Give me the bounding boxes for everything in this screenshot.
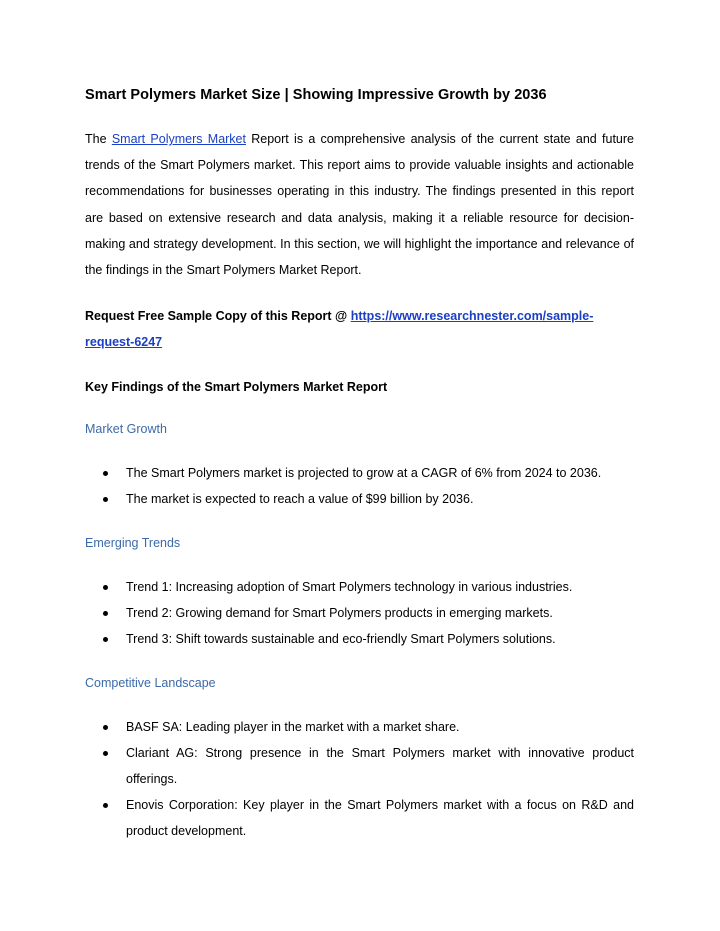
intro-body: Report is a comprehensive analysis of the current state and future trends of the Smart Polymers market. This report aims to provide valuable insights and actionable recommendations for businesses operating in this industry. The findings presented in this report are based on extensive research and data analysis, making it a reliable resource for decision-making and strategy development. In this section, we will highlight the importance and relevance of the findings in the Smart Polymers Market Report. <box>85 132 634 278</box>
section-emerging-trends <box>85 532 634 652</box>
bullet-icon <box>103 803 108 808</box>
list-item <box>85 714 634 740</box>
list-item-text: Trend 1: Increasing adoption of Smart Polymers technology in various industries. <box>126 579 573 594</box>
bullet-icon <box>103 751 108 756</box>
page-title: Smart Polymers Market Size | Showing Impressive Growth by 2036 <box>85 87 547 103</box>
intro-prefix: The <box>85 132 112 146</box>
bullet-list <box>85 574 634 652</box>
key-findings-heading: Key Findings of the Smart Polymers Market Report <box>85 379 388 394</box>
bullet-list <box>85 460 634 512</box>
list-item-text: Trend 3: Shift towards sustainable and eco-friendly Smart Polymers solutions. <box>126 631 556 646</box>
list-item <box>85 486 634 512</box>
list-item-text: The market is expected to reach a value of $99 billion by 2036. <box>126 491 474 506</box>
list-item-text: The Smart Polymers market is projected to grow at a CAGR of 6% from 2024 to 2036. <box>126 465 602 480</box>
list-item <box>85 574 634 600</box>
list-item-text: Clariant AG: Strong presence in the Smart Polymers market with innovative product offerings. <box>126 745 634 786</box>
bullet-icon <box>103 497 108 502</box>
list-item-text: BASF SA: Leading player in the market with a market share. <box>126 719 460 734</box>
list-item <box>85 626 634 652</box>
list-item <box>85 460 634 486</box>
list-item <box>85 600 634 626</box>
bullet-icon <box>103 637 108 642</box>
smart-polymers-market-link[interactable]: Smart Polymers Market <box>111 132 246 146</box>
list-item-text: Enovis Corporation: Key player in the Smart Polymers market with a focus on R&D and product development. <box>126 797 634 838</box>
list-item <box>85 740 634 792</box>
section-competitive-landscape <box>85 672 634 844</box>
list-item-text: Trend 2: Growing demand for Smart Polymers products in emerging markets. <box>126 605 553 620</box>
bullet-icon <box>103 471 108 476</box>
sample-request-line <box>85 303 634 355</box>
bullet-icon <box>103 725 108 730</box>
sample-request-label: Request Free Sample Copy of this Report @ <box>85 309 351 324</box>
bullet-icon <box>103 611 108 616</box>
bullet-icon <box>103 585 108 590</box>
list-item <box>85 792 634 844</box>
section-heading: Market Growth <box>85 421 167 436</box>
bullet-list <box>85 714 634 844</box>
section-heading: Competitive Landscape <box>85 675 216 690</box>
intro-paragraph <box>85 126 634 283</box>
sample-request-link[interactable]: https://www.researchnester.com/sample-request-6247 <box>85 309 594 350</box>
section-market-growth <box>85 418 634 512</box>
section-heading: Emerging Trends <box>85 535 181 550</box>
